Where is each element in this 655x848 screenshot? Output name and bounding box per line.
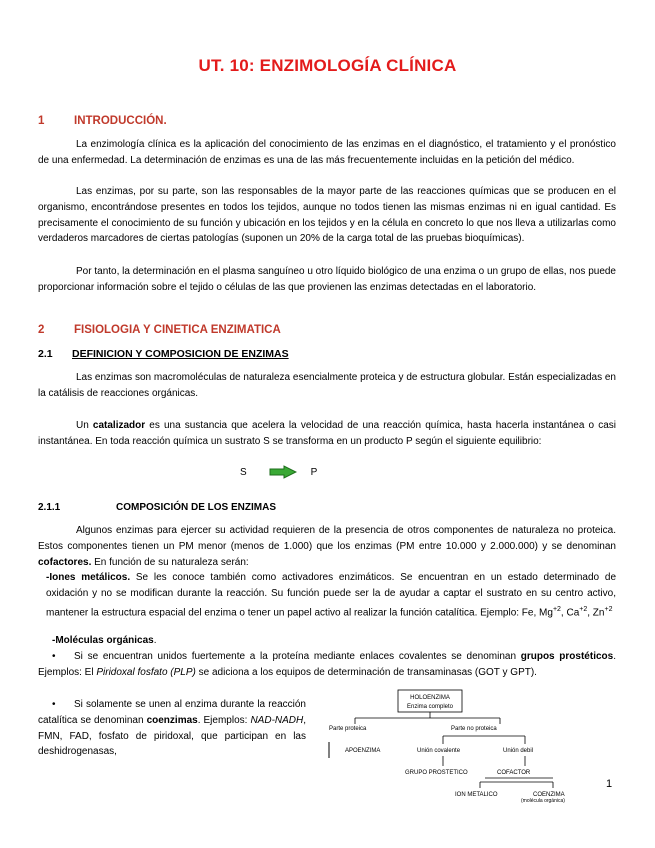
diagram-label: Parte no proteica xyxy=(451,726,497,732)
section-number: 2.1.1 xyxy=(38,502,61,513)
text: . xyxy=(153,635,157,646)
text: Algunos enzimas para ejercer su actividad requieren de la presencia de otros componentes de naturaleza no proteica. Estos componentes tienen un PM menor (menos de 1.000) que los enzimas (PM entre 10.000 y 2.000.000) y se denominan xyxy=(38,525,616,552)
superscript: +2 xyxy=(552,605,561,613)
diagram-label: Enzima completo xyxy=(406,704,454,710)
text: , Zn xyxy=(587,606,605,618)
diagram-label: COFACTOR xyxy=(497,770,531,776)
text: , Ca xyxy=(560,606,580,618)
superscript: +2 xyxy=(579,605,588,613)
section-number: 2.1 xyxy=(38,348,53,360)
diagram-label: COENZIMA xyxy=(533,792,565,798)
text: , FMN, FAD, fosfato de piridoxal, que participan en las deshidrogenasas, xyxy=(38,714,307,758)
diagram-label: APOENZIMA xyxy=(345,748,381,754)
diagram-label: Unión covalente xyxy=(417,748,461,754)
reaction-equation xyxy=(240,465,317,479)
page-title: UT. 10: ENZIMOLOGÍA CLÍNICA xyxy=(198,56,457,75)
composition-paragraph xyxy=(38,523,616,570)
green-arrow-icon xyxy=(269,465,297,479)
text: Si se encuentran unidos fuertemente a la proteína mediante enlaces covalentes se denominan xyxy=(74,651,521,662)
section-title: DEFINICION Y COMPOSICION DE ENZIMAS xyxy=(72,348,289,360)
section-2-heading xyxy=(38,324,281,336)
term-nad: NAD-NADH xyxy=(250,714,304,726)
diagram-label: HOLOENZIMA xyxy=(410,695,450,701)
text: En función de su naturaleza serán: xyxy=(91,556,249,568)
text: se adiciona a los equipos de determinación de transaminasas (GOT y GPT). xyxy=(195,666,537,678)
diagram-label: ION METALICO xyxy=(455,792,498,798)
intro-paragraph-2: Las enzimas, por su parte, son las responsables de la mayor parte de las reacciones químicas que se producen en el organismo, encontrándose presentes en todos los tejidos, aunque no todos tienen las mismas enzimas ni en igual cantidad. Es precisamente el conocimiento de su función y ubicación en los tejidos y en la célula en concreto lo que nos lleva a utilizarlas como verdaderos marcadores de ciertas patologías (suponen un 20% de la carga total de las pruebas bioquímicas). xyxy=(38,186,616,245)
bullet-icon: • xyxy=(52,651,56,662)
text: Un xyxy=(76,420,93,431)
section-number: 2 xyxy=(38,324,45,336)
text: . Ejemplos: xyxy=(197,714,251,726)
term-coenzimas: coenzimas xyxy=(146,714,198,726)
term-cofactores: cofactores. xyxy=(38,556,92,568)
product-label: P xyxy=(310,466,318,478)
intro-paragraph-3: Por tanto, la determinación en el plasma sanguíneo u otro líquido biológico de una enzima o un grupo de ellas, nos puede proporcionar información sobre el tejido o células de las que provienen las enzimas detectadas en el laboratorio. xyxy=(38,266,616,293)
page-number: 1 xyxy=(606,778,613,790)
bullet-icon: • xyxy=(52,699,56,710)
definition-paragraph: Las enzimas son macromoléculas de naturaleza esencialmente proteica y de estructura globular. Están especializadas en la catálisis de reacciones orgánicas. xyxy=(38,372,616,399)
term-plp: Piridoxal fosfato (PLP) xyxy=(96,666,196,678)
diagram-label: (molécula orgánica) xyxy=(521,798,565,804)
coenzyme-paragraph xyxy=(38,697,306,760)
catalyst-paragraph xyxy=(38,418,616,450)
text: . Ejemplos: El xyxy=(38,651,616,678)
text: Se les conoce también como activadores enzimáticos. Se encuentran en un estado determinado de oxidación y no se modifican durante la reacción. Su función puede ser la de ayudar a captar el sustrato en su centro activo, mantener la estructura espacial del enzima o tener un papel activo al realizar la función catalítica. Ejemplo: Fe, Mg xyxy=(46,572,617,618)
term-iones: -Iones metálicos. xyxy=(46,572,131,583)
superscript: +2 xyxy=(604,605,613,613)
section-2-1-heading xyxy=(38,348,289,360)
substrate-label: S xyxy=(240,466,247,478)
organic-molecules-label xyxy=(52,633,612,649)
diagram-label: GRUPO PROSTETICO xyxy=(405,770,468,776)
holoenzyme-diagram xyxy=(325,688,620,806)
section-title: COMPOSICIÓN DE LOS ENZIMAS xyxy=(116,502,277,513)
section-title: FISIOLOGIA Y CINETICA ENZIMATICA xyxy=(74,324,281,336)
diagram-label: Parte proteica xyxy=(329,726,367,732)
term-catalizador: catalizador xyxy=(92,420,146,431)
ions-paragraph xyxy=(46,570,616,621)
section-title: INTRODUCCIÓN. xyxy=(74,115,167,127)
text: Si solamente se unen al enzima durante la reacción catalítica se denominan xyxy=(38,699,306,726)
section-1-heading xyxy=(38,115,167,127)
diagram-label: Unión debil xyxy=(503,748,534,754)
section-number: 1 xyxy=(38,115,45,127)
text: es una sustancia que acelera la velocidad de una reacción química, hasta hacerla instantánea o casi instantánea. En toda reacción química un sustrato S se transforma en un producto P según el siguiente equilibrio: xyxy=(38,420,616,447)
prosthetic-paragraph xyxy=(38,649,616,681)
term-grupos-prosteticos: grupos prostéticos xyxy=(520,651,614,662)
term-moleculas: -Moléculas orgánicas xyxy=(52,635,154,646)
intro-paragraph-1: La enzimología clínica es la aplicación del conocimiento de las enzimas en el diagnóstico, el tratamiento y el pronóstico de una enfermedad. La determinación de enzimas es una de las más frecuentemente incluidas en la petición del médico. xyxy=(38,139,616,166)
section-2-1-1-heading xyxy=(38,502,276,513)
